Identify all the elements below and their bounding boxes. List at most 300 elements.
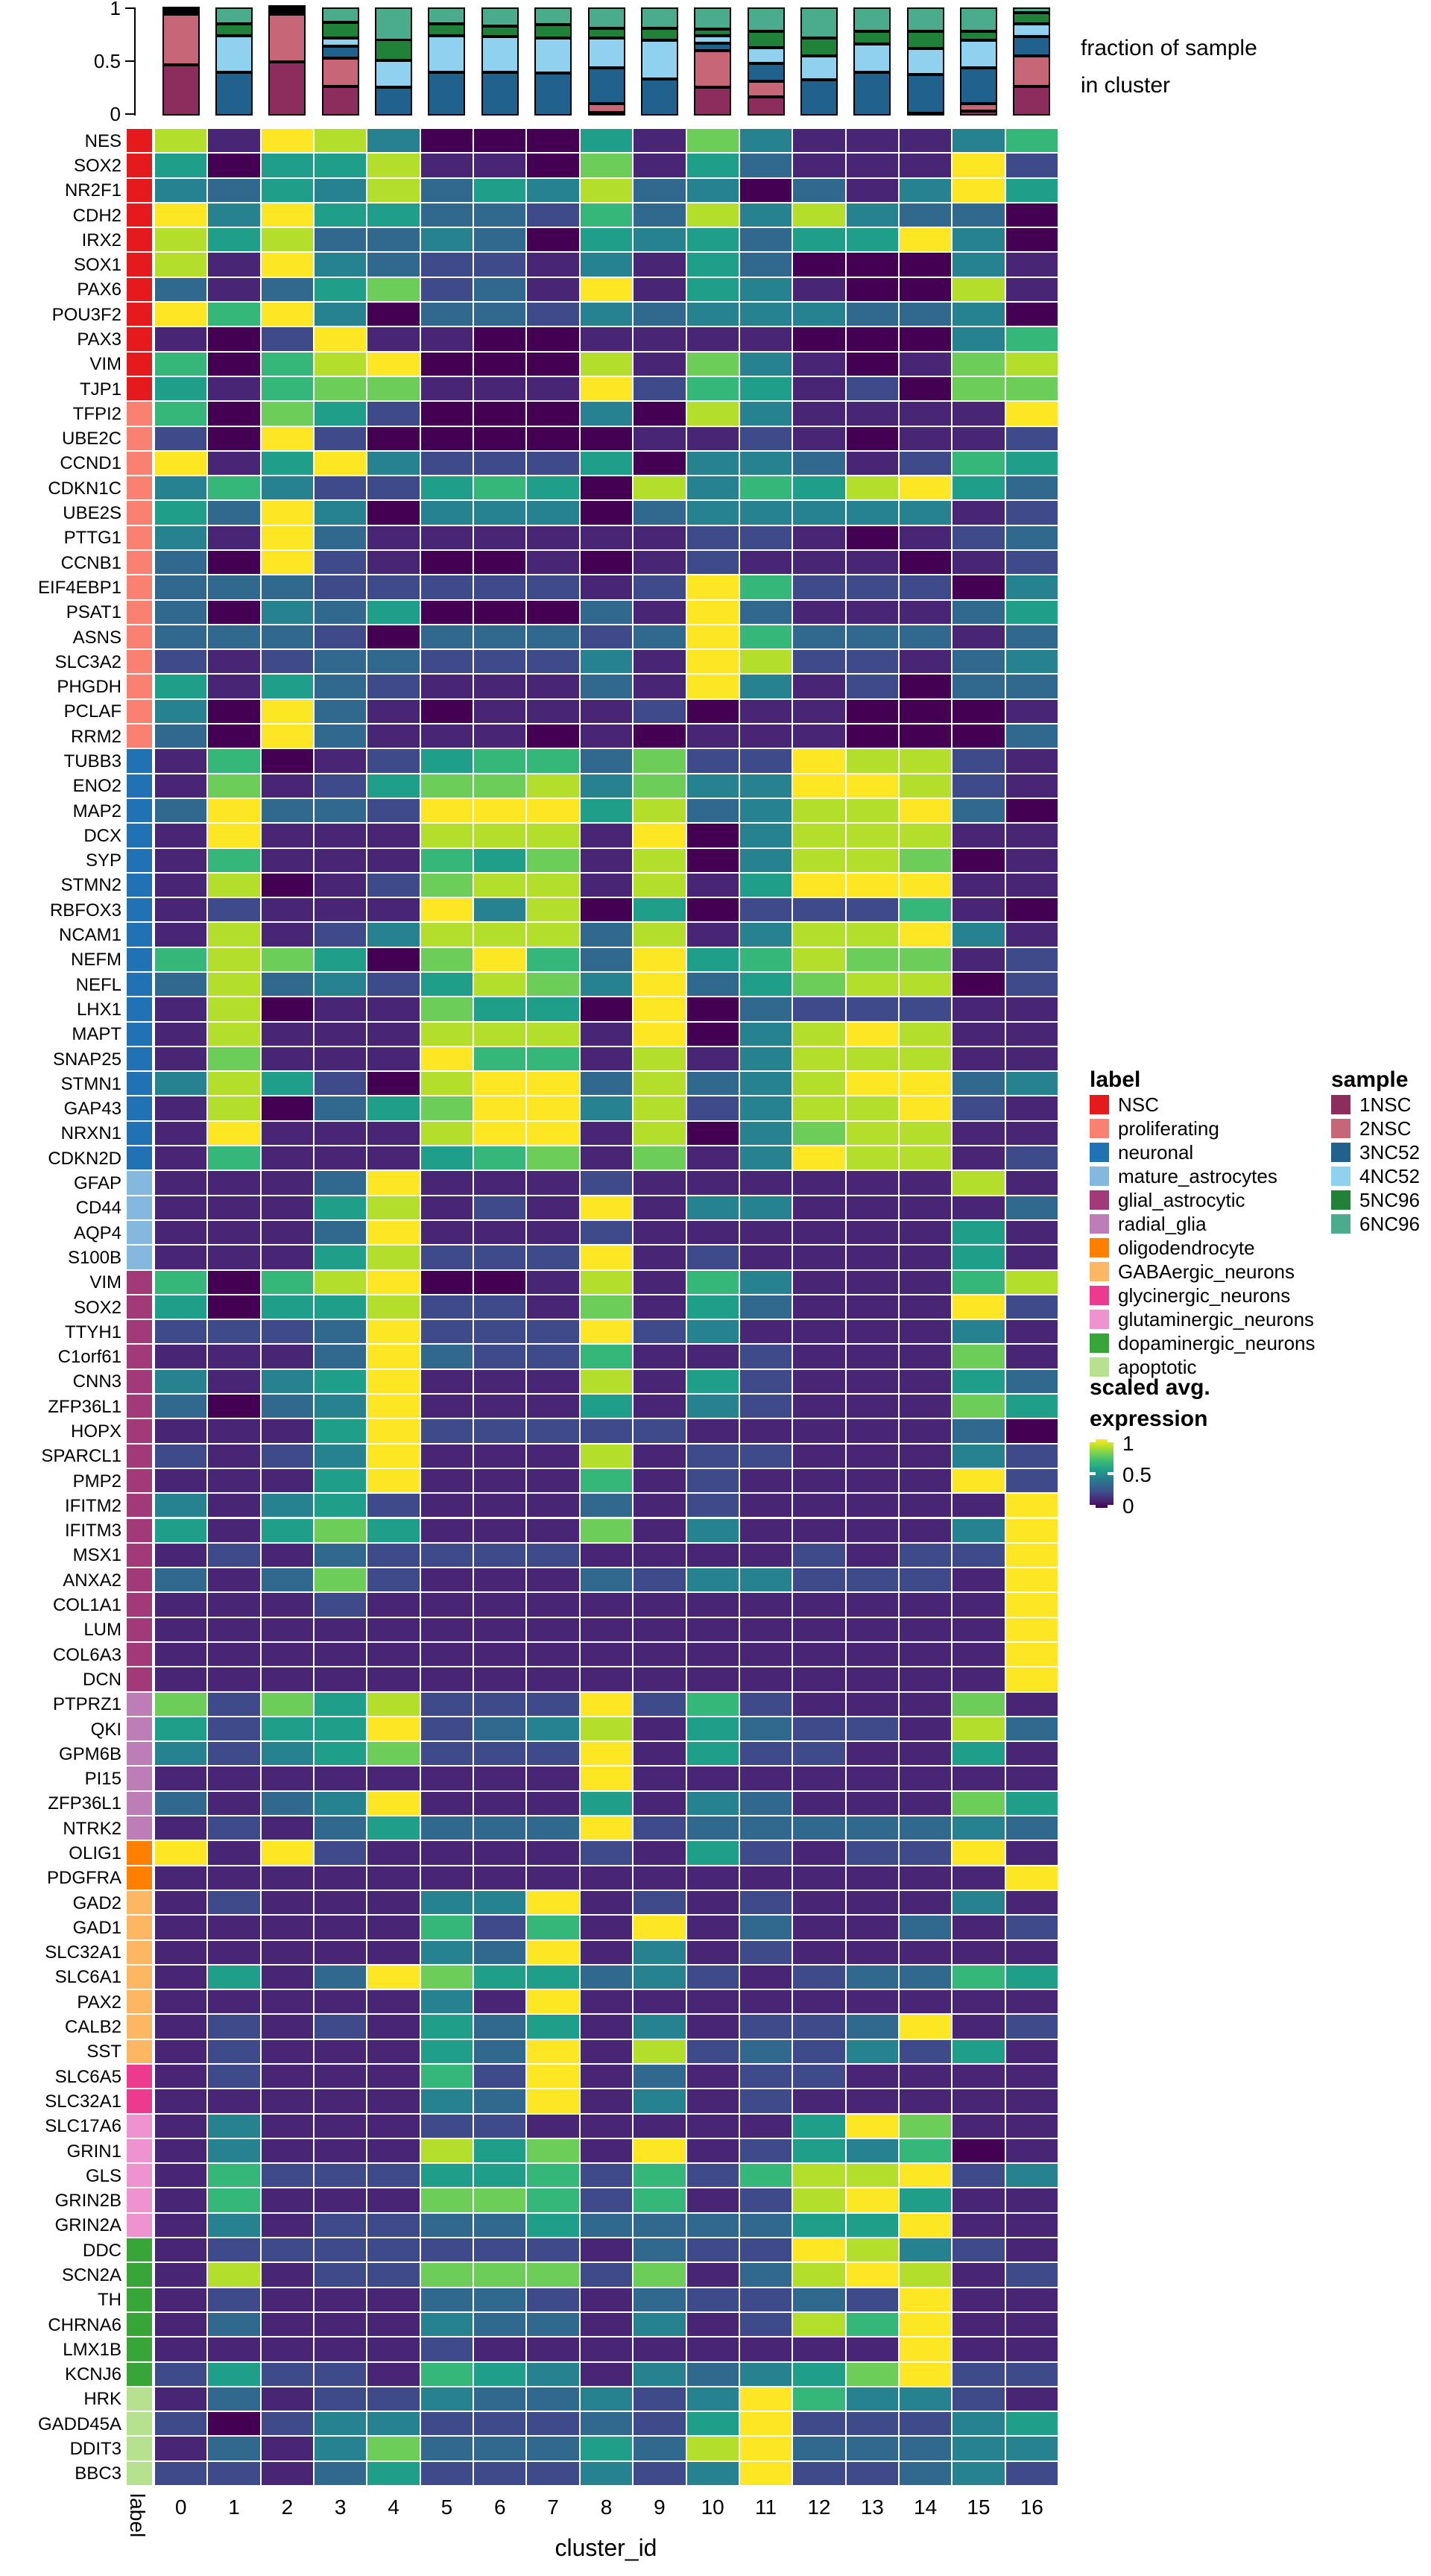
heatmap-cell: [953, 501, 1004, 524]
sample-legend-swatch: [1331, 1167, 1351, 1186]
bar-segment-4NC52: [428, 36, 465, 72]
heatmap-cell: [900, 1072, 951, 1095]
gene-label: NCAM1: [58, 925, 121, 946]
heatmap-cell: [527, 724, 578, 748]
heatmap-cell: [367, 2214, 419, 2237]
heatmap-cell: [527, 2313, 578, 2336]
heatmap-cell: [687, 1519, 739, 1542]
heatmap-cell: [474, 2115, 525, 2138]
heatmap-cell: [155, 1295, 206, 1319]
heatmap-cell: [208, 2437, 259, 2460]
heatmap-cell: [208, 2412, 259, 2435]
heatmap-cell: [474, 2313, 525, 2336]
heatmap-cell: [208, 2238, 259, 2261]
heatmap-cell: [900, 154, 951, 177]
heatmap-cell: [634, 1767, 685, 1790]
heatmap-cell: [740, 1643, 792, 1666]
heatmap-cell: [847, 1171, 898, 1194]
heatmap-cell: [262, 2462, 313, 2485]
heatmap-cell: [953, 303, 1004, 326]
heatmap-cell: [155, 203, 206, 227]
gene-label: TTYH1: [64, 1322, 121, 1342]
gene-label: COL6A3: [52, 1644, 121, 1665]
heatmap-cell: [208, 874, 259, 897]
heatmap-cell: [474, 774, 525, 798]
heatmap-cell: [155, 2363, 206, 2386]
heatmap-cell: [474, 575, 525, 599]
heatmap-cell: [262, 1469, 313, 1492]
heatmap-cell: [793, 2437, 844, 2460]
bar-segment-5NC96: [1013, 13, 1050, 24]
label-strip-cell: [127, 2015, 152, 2038]
heatmap-cell: [421, 675, 473, 698]
heatmap-cell: [634, 1841, 685, 1864]
bar-segment-3NC52: [481, 72, 519, 116]
heatmap-cell: [262, 1544, 313, 1567]
heatmap-cell: [687, 1171, 739, 1194]
heatmap-cell: [1006, 1519, 1058, 1542]
heatmap-cell: [155, 253, 206, 276]
heatmap-cell: [634, 650, 685, 673]
heatmap-cell: [421, 179, 473, 202]
heatmap-cell: [793, 501, 844, 524]
heatmap-cell: [793, 427, 844, 450]
heatmap-cell: [953, 1767, 1004, 1790]
heatmap-cell: [953, 898, 1004, 921]
heatmap-cell: [367, 2263, 419, 2286]
heatmap-cell: [740, 278, 792, 301]
gene-label: TH: [98, 2290, 121, 2311]
heatmap-cell: [421, 2164, 473, 2187]
heatmap-cell: [953, 824, 1004, 847]
heatmap-cell: [208, 675, 259, 698]
heatmap-cell: [155, 1544, 206, 1567]
label-strip-cell: [127, 2238, 152, 2261]
heatmap-cell: [793, 2288, 844, 2311]
gene-label: C1orf61: [57, 1347, 121, 1368]
heatmap-cell: [847, 228, 898, 251]
heatmap-cell: [581, 874, 632, 897]
heatmap-cell: [474, 1916, 525, 1939]
heatmap-cell: [208, 2115, 259, 2138]
heatmap-cell: [793, 1816, 844, 1840]
heatmap-cell: [155, 1320, 206, 1343]
label-strip-cell: [127, 1122, 152, 1145]
heatmap-cell: [740, 2288, 792, 2311]
heatmap-cell: [953, 476, 1004, 499]
heatmap-cell: [953, 402, 1004, 425]
label-strip-cell: [127, 1519, 152, 1542]
sample-legend-item: [1331, 1188, 1420, 1212]
heatmap-cell: [581, 1419, 632, 1442]
heatmap-cell: [155, 2214, 206, 2237]
heatmap-cell: [740, 253, 792, 276]
sample-legend-name: 6NC96: [1359, 1212, 1420, 1235]
heatmap-cell: [421, 2437, 473, 2460]
heatmap-cell: [1006, 2462, 1058, 2485]
label-legend-swatch: [1090, 1238, 1109, 1257]
heatmap-cell: [847, 2363, 898, 2386]
heatmap-cell: [421, 2313, 473, 2336]
heatmap-cell: [793, 1096, 844, 1120]
heatmap-cell: [262, 1990, 313, 2013]
heatmap-cell: [687, 1643, 739, 1666]
heatmap-cell: [581, 575, 632, 599]
heatmap-cell: [421, 1494, 473, 1517]
heatmap-cell: [155, 476, 206, 499]
heatmap-cell: [634, 1469, 685, 1492]
heatmap-cell: [900, 1295, 951, 1319]
heatmap-cell: [740, 1544, 792, 1567]
heatmap-cell: [421, 700, 473, 723]
heatmap-cell: [367, 1792, 419, 1815]
heatmap-cell: [793, 1419, 844, 1442]
gene-label: CNN3: [72, 1371, 121, 1392]
heatmap-cell: [847, 551, 898, 574]
heatmap-cell: [740, 1593, 792, 1616]
gene-label: KCNJ6: [64, 2364, 121, 2385]
gene-label: MAPT: [72, 1024, 121, 1045]
label-strip-cell: [127, 1742, 152, 1765]
cluster-tick-label: 0: [174, 2496, 187, 2519]
heatmap-cell: [581, 948, 632, 971]
heatmap-cell: [581, 1171, 632, 1194]
heatmap-cell: [953, 1593, 1004, 1616]
heatmap-cell: [155, 601, 206, 624]
label-strip-cell: [127, 1941, 152, 1964]
heatmap-cell: [687, 2363, 739, 2386]
heatmap-cell: [847, 1916, 898, 1939]
heatmap-cell: [155, 2462, 206, 2485]
heatmap-cell: [634, 1742, 685, 1765]
heatmap-cell: [527, 1246, 578, 1269]
heatmap-cell: [262, 1916, 313, 1939]
heatmap-cell: [847, 402, 898, 425]
heatmap-cell: [634, 2437, 685, 2460]
heatmap-cell: [367, 1271, 419, 1294]
heatmap-cell: [847, 1816, 898, 1840]
heatmap-cell: [367, 799, 419, 822]
heatmap-cell: [315, 1667, 366, 1690]
heatmap-cell: [740, 1717, 792, 1740]
heatmap-cell: [474, 824, 525, 847]
heatmap-cell: [634, 2313, 685, 2336]
heatmap-cell: [634, 203, 685, 227]
heatmap-cell: [262, 973, 313, 996]
heatmap-cell: [474, 601, 525, 624]
heatmap-cell: [687, 2188, 739, 2212]
heatmap-cell: [1006, 1544, 1058, 1567]
heatmap-cell: [581, 353, 632, 376]
label-strip-cell: [127, 700, 152, 723]
heatmap-cell: [315, 724, 366, 748]
heatmap-cell: [847, 1891, 898, 1914]
heatmap-cell: [847, 1544, 898, 1567]
label-legend-swatch: [1090, 1333, 1109, 1353]
heatmap-cell: [315, 2412, 366, 2435]
heatmap-cell: [581, 700, 632, 723]
heatmap-cell: [1006, 1419, 1058, 1442]
stacked-bar-cluster-4: [375, 7, 412, 116]
heatmap-cell: [315, 526, 366, 549]
heatmap-cell: [421, 1246, 473, 1269]
heatmap-cell: [208, 1271, 259, 1294]
gene-label: PSAT1: [66, 602, 121, 623]
heatmap-cell: [900, 1544, 951, 1567]
bar-segment-2NSC: [694, 51, 731, 87]
heatmap-cell: [421, 2263, 473, 2286]
label-strip-cell: [127, 2437, 152, 2460]
heatmap-cell: [367, 1941, 419, 1964]
heatmap-cell: [262, 1593, 313, 1616]
heatmap-cell: [634, 2040, 685, 2063]
heatmap-cell: [847, 1966, 898, 1989]
heatmap-cell: [155, 353, 206, 376]
gene-label: COL1A1: [52, 1595, 121, 1616]
heatmap-cell: [262, 575, 313, 599]
heatmap-cell: [581, 1693, 632, 1716]
heatmap-cell: [421, 601, 473, 624]
bar-axis-tick-label: 0.5: [93, 50, 121, 72]
heatmap-cell: [474, 2238, 525, 2261]
heatmap-cell: [1006, 1023, 1058, 1046]
heatmap-cell: [687, 1742, 739, 1765]
heatmap-cell: [155, 1841, 206, 1864]
heatmap-cell: [953, 1221, 1004, 1244]
heatmap-cell: [155, 1742, 206, 1765]
label-strip-cell: [127, 1667, 152, 1690]
heatmap-cell: [367, 1072, 419, 1095]
heatmap-cell: [634, 1395, 685, 1418]
gene-label: PTPRZ1: [52, 1694, 121, 1715]
cluster-tick-label: 5: [440, 2496, 453, 2519]
heatmap-cell: [421, 452, 473, 475]
heatmap-cell: [208, 377, 259, 400]
heatmap-cell: [687, 1196, 739, 1219]
heatmap-cell: [527, 2238, 578, 2261]
gene-label: CDKN2D: [48, 1148, 121, 1169]
heatmap-cell: [421, 526, 473, 549]
heatmap-cell: [367, 303, 419, 326]
heatmap-cell: [634, 2015, 685, 2038]
heatmap-cell: [900, 973, 951, 996]
heatmap-cell: [687, 1370, 739, 1393]
heatmap-cell: [953, 2412, 1004, 2435]
heatmap-cell: [900, 1717, 951, 1740]
heatmap-cell: [847, 849, 898, 872]
heatmap-cell: [474, 1345, 525, 1368]
heatmap-cell: [1006, 1667, 1058, 1690]
heatmap-cell: [740, 1618, 792, 1641]
heatmap-cell: [527, 948, 578, 971]
heatmap-cell: [581, 675, 632, 698]
stacked-bar-cluster-6: [481, 7, 519, 116]
heatmap-cell: [315, 1146, 366, 1169]
heatmap-cell: [687, 849, 739, 872]
heatmap-cell: [155, 303, 206, 326]
gene-label: NRXN1: [60, 1123, 121, 1144]
heatmap-cell: [155, 923, 206, 946]
heatmap-cell: [1006, 2313, 1058, 2336]
heatmap-cell: [421, 551, 473, 574]
heatmap-cell: [1006, 1643, 1058, 1666]
bar-segment-5NC96: [748, 31, 785, 48]
heatmap-cell: [1006, 1916, 1058, 1939]
bar-segment-6NC96: [694, 7, 731, 29]
heatmap-cell: [793, 1320, 844, 1343]
heatmap-cell: [474, 1419, 525, 1442]
stacked-bar-cluster-12: [800, 7, 838, 116]
heatmap-cell: [421, 1295, 473, 1319]
heatmap-cell: [740, 2363, 792, 2386]
heatmap-cell: [634, 353, 685, 376]
heatmap-cell: [421, 2115, 473, 2138]
heatmap-cell: [1006, 948, 1058, 971]
heatmap-cell: [367, 898, 419, 921]
heatmap-cell: [315, 601, 366, 624]
heatmap-cell: [634, 1891, 685, 1914]
heatmap-cell: [847, 2164, 898, 2187]
gene-label: VIM: [89, 1272, 121, 1293]
heatmap-cell: [262, 1667, 313, 1690]
heatmap-cell: [421, 1395, 473, 1418]
label-strip-cell: [127, 749, 152, 772]
heatmap-cell: [262, 327, 313, 350]
heatmap-cell: [262, 700, 313, 723]
heatmap-cell: [793, 824, 844, 847]
sample-legend-swatch: [1331, 1119, 1351, 1138]
heatmap-cell: [740, 1320, 792, 1343]
bar-segment-4NC52: [534, 38, 572, 74]
gene-label: SCN2A: [61, 2264, 121, 2285]
heatmap-cell: [208, 973, 259, 996]
label-legend-item: [1090, 1212, 1315, 1236]
heatmap-cell: [740, 1519, 792, 1542]
heatmap-cell: [315, 327, 366, 350]
heatmap-cell: [687, 1295, 739, 1319]
heatmap-cell: [208, 1966, 259, 1989]
heatmap-cell: [634, 2263, 685, 2286]
label-legend-name: GABAergic_neurons: [1118, 1260, 1295, 1283]
heatmap-cell: [262, 1568, 313, 1591]
heatmap-cell: [687, 2288, 739, 2311]
heatmap-cell: [793, 874, 844, 897]
heatmap-cell: [1006, 675, 1058, 698]
heatmap-cell: [581, 452, 632, 475]
heatmap-cell: [155, 1717, 206, 1740]
bar-segment-1NSC: [322, 86, 359, 116]
heatmap-cell: [527, 1370, 578, 1393]
heatmap-cell: [687, 327, 739, 350]
heatmap-cell: [900, 799, 951, 822]
colorbar-tick-notch: [1108, 1472, 1113, 1475]
bar-segment-4NC52: [215, 36, 253, 72]
heatmap-cell: [421, 1047, 473, 1070]
heatmap-cell: [634, 1295, 685, 1319]
heatmap-cell: [1006, 1246, 1058, 1269]
heatmap-cell: [740, 700, 792, 723]
heatmap-cell: [793, 476, 844, 499]
heatmap-cell: [634, 2363, 685, 2386]
bar-segment-2NSC: [1013, 56, 1050, 86]
heatmap-cell: [687, 2337, 739, 2361]
heatmap-cell: [847, 1221, 898, 1244]
heatmap-cell: [208, 2040, 259, 2063]
heatmap-cell: [793, 1146, 844, 1169]
heatmap-cell: [1006, 1742, 1058, 1765]
gene-label: EIF4EBP1: [37, 577, 121, 598]
heatmap-cell: [740, 1990, 792, 2013]
heatmap-cell: [740, 353, 792, 376]
bar-segment-4NC52: [960, 40, 997, 69]
heatmap-cell: [847, 1742, 898, 1765]
heatmap-cell: [634, 1990, 685, 2013]
heatmap-cell: [208, 700, 259, 723]
label-legend-item: [1090, 1331, 1315, 1355]
heatmap-cell: [847, 650, 898, 673]
heatmap-cell: [687, 1841, 739, 1864]
heatmap-cell: [740, 2188, 792, 2212]
heatmap-cell: [953, 1345, 1004, 1368]
heatmap-cell: [953, 923, 1004, 946]
heatmap-cell: [421, 1171, 473, 1194]
heatmap-cell: [527, 452, 578, 475]
heatmap-cell: [155, 973, 206, 996]
label-strip-cell: [127, 2412, 152, 2435]
heatmap-cell: [262, 2363, 313, 2386]
heatmap-cell: [208, 625, 259, 648]
heatmap-cell: [793, 2115, 844, 2138]
bar-segment-5NC96: [215, 24, 253, 36]
heatmap-cell: [421, 1146, 473, 1169]
bar-segment-4NC52: [375, 60, 412, 87]
heatmap-cell: [1006, 1345, 1058, 1368]
bar-segment-6NC96: [853, 7, 891, 31]
heatmap-cell: [527, 2015, 578, 2038]
heatmap-cell: [315, 1618, 366, 1641]
label-strip-cell: [127, 2164, 152, 2187]
heatmap-cell: [634, 1568, 685, 1591]
heatmap-cell: [953, 601, 1004, 624]
heatmap-cell: [421, 1544, 473, 1567]
expression-colorbar: [1090, 1439, 1113, 1508]
heatmap-cell: [793, 1047, 844, 1070]
heatmap-cell: [953, 724, 1004, 748]
heatmap-cell: [527, 824, 578, 847]
heatmap-cell: [847, 1295, 898, 1319]
heatmap-cell: [634, 2139, 685, 2162]
heatmap-cell: [634, 1519, 685, 1542]
heatmap-cell: [793, 1544, 844, 1567]
heatmap-cell: [421, 1966, 473, 1989]
heatmap-cell: [581, 1345, 632, 1368]
gene-label: MAP2: [72, 801, 121, 821]
heatmap-cell: [740, 2437, 792, 2460]
heatmap-cell: [1006, 551, 1058, 574]
heatmap-cell: [474, 278, 525, 301]
heatmap-cell: [687, 2387, 739, 2411]
label-strip-cell: [127, 278, 152, 301]
heatmap-cell: [208, 948, 259, 971]
heatmap-cell: [315, 1568, 366, 1591]
heatmap-cell: [208, 1544, 259, 1567]
gene-label: ENO2: [72, 776, 121, 797]
bar-segment-1NSC: [694, 87, 731, 116]
heatmap-cell: [262, 1196, 313, 1219]
heatmap-cell: [1006, 2065, 1058, 2088]
heatmap-cell: [208, 402, 259, 425]
heatmap-cell: [900, 1146, 951, 1169]
